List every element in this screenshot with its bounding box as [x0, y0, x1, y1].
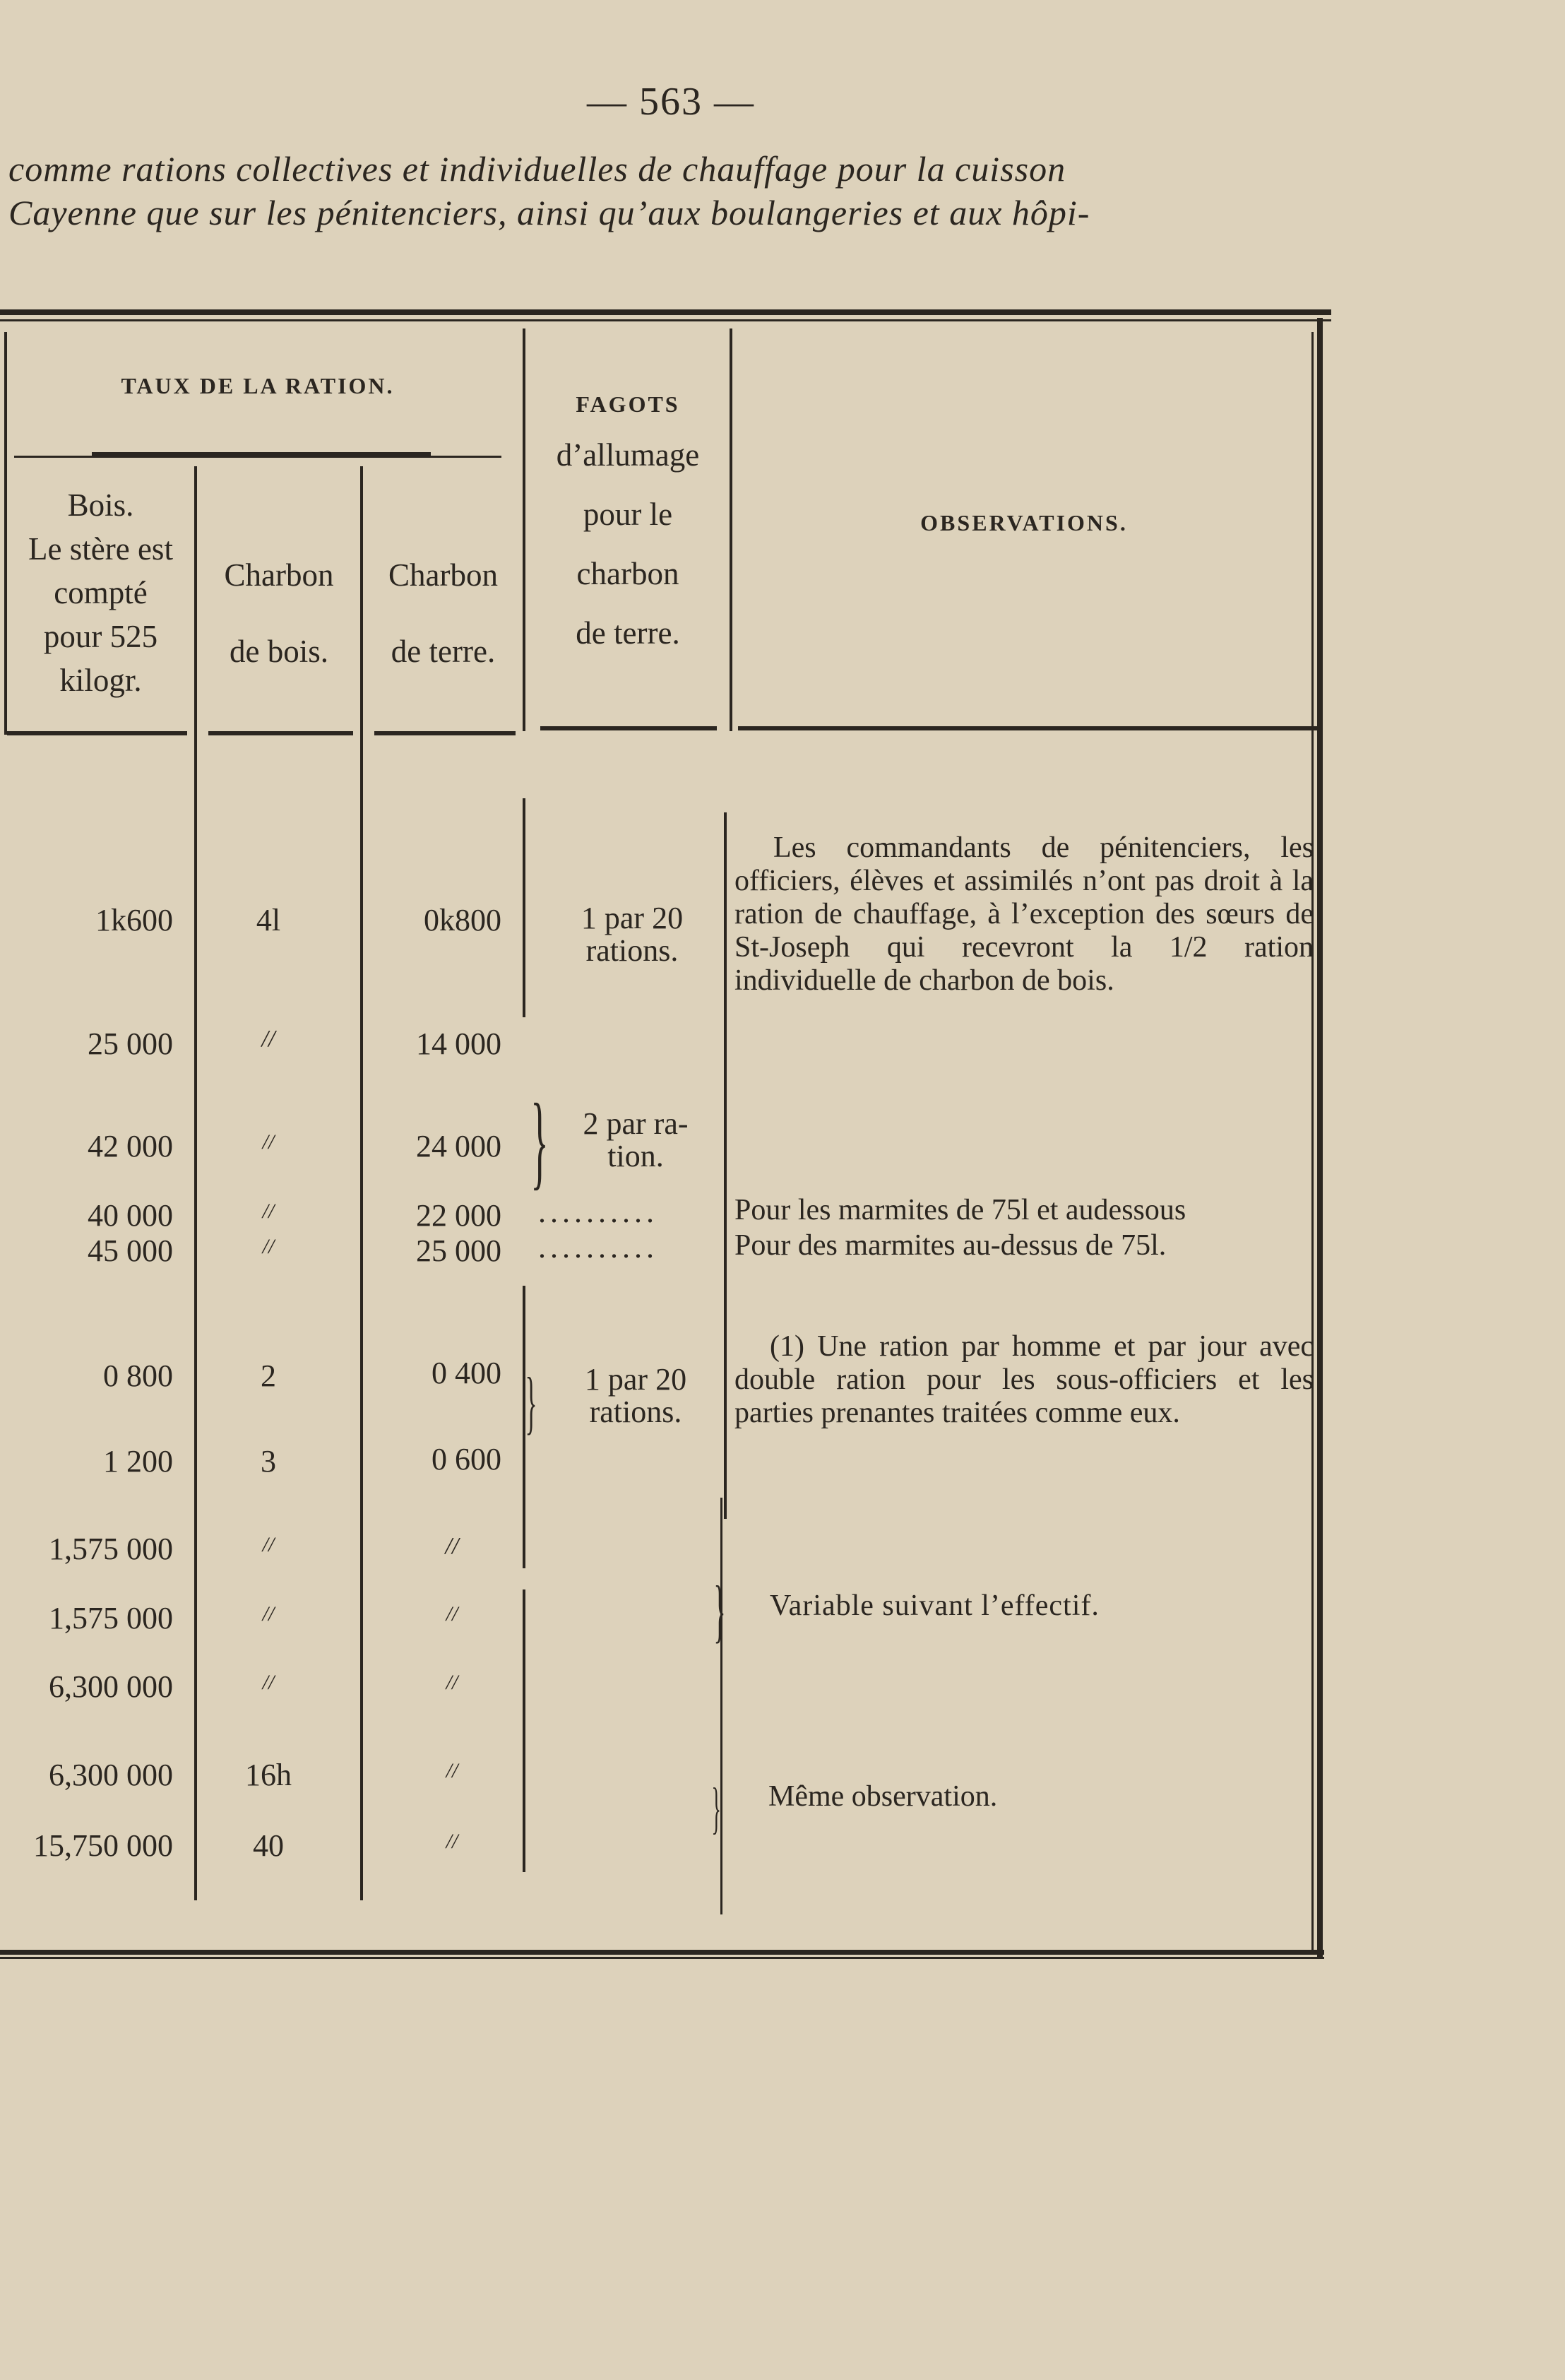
row-7-charbon-terre: 0 600 — [432, 1442, 501, 1476]
table-top-rule — [0, 309, 1331, 315]
brace-4: } — [711, 1777, 721, 1840]
observation-2: Pour les marmites de 75l et audessous — [734, 1194, 1186, 1226]
header-charbon-bois: Charbon de bois. — [224, 557, 334, 669]
row-1-charbon-terre: 0k800 — [424, 903, 501, 937]
table-bottom-rule — [0, 1950, 1324, 1955]
row-2-bois: 25 000 — [88, 1026, 173, 1061]
row-12-bois: 15,750 000 — [33, 1828, 173, 1863]
hdr-rule-5 — [738, 726, 1317, 730]
row-9-charbon-bois: // — [262, 1602, 275, 1626]
header-charbon-terre: Charbon de terre. — [388, 557, 498, 669]
row-5-charbon-terre: 25 000 — [416, 1233, 501, 1268]
row-3-charbon-bois: // — [262, 1130, 275, 1154]
row-11-charbon-terre: // — [446, 1759, 458, 1782]
col-sep-3-header — [523, 328, 525, 731]
observation-1: Les commandants de pénitenciers, les officiers, élèves et assimilés n’ont pas droit à la ration de chauffage, à l’exception des sœurs de St-Joseph qui recevront la 1/2 ration individuelle de charbon de bois. — [734, 831, 1314, 997]
row-9-charbon-terre: // — [446, 1602, 458, 1626]
row-5-charbon-bois: // — [262, 1235, 275, 1258]
row-10-bois: 6,300 000 — [49, 1669, 173, 1704]
row-6-charbon-terre: 0 400 — [432, 1356, 501, 1390]
col-sep-3a — [523, 798, 525, 1017]
fagots-dots-2: .......... — [538, 1230, 658, 1265]
hdr-rule-1 — [7, 731, 187, 735]
brace-2: } — [525, 1363, 537, 1441]
brace-1: } — [530, 1082, 549, 1200]
col-sep-1 — [194, 466, 197, 1900]
observation-5: Variable suivant l’effectif. — [770, 1589, 1100, 1622]
table-bottom-rule-thin — [0, 1957, 1324, 1959]
row-8-charbon-terre: // — [445, 1533, 459, 1559]
header-fagots: FAGOTS d’allumage pour le charbon de terre. — [556, 391, 700, 651]
row-3-charbon-terre: 24 000 — [416, 1129, 501, 1164]
col-sep-4-header — [730, 328, 732, 731]
row-11-charbon-bois: 16h — [245, 1758, 292, 1792]
row-8-bois: 1,575 000 — [49, 1532, 173, 1566]
row-10-charbon-bois: // — [262, 1671, 275, 1694]
hdr-rule-2 — [208, 731, 353, 735]
fagots-2: 2 par ra- tion. — [583, 1106, 689, 1173]
header-taux: TAUX DE LA RATION. — [121, 373, 395, 398]
row-1-bois: 1k600 — [95, 903, 173, 937]
fagots-dots-1: .......... — [538, 1195, 658, 1229]
row-12-charbon-bois: 40 — [253, 1828, 284, 1863]
row-3-bois: 42 000 — [88, 1129, 173, 1164]
header-observations: OBSERVATIONS. — [920, 510, 1128, 535]
col-sep-2 — [360, 466, 363, 1900]
row-7-charbon-bois: 3 — [261, 1444, 276, 1479]
table-top-rule-thin — [0, 319, 1331, 321]
row-2-charbon-terre: 14 000 — [416, 1026, 501, 1061]
col-sep-3c — [523, 1589, 525, 1872]
hdr-rule-4 — [540, 726, 717, 730]
row-1-charbon-bois: 4l — [256, 903, 281, 937]
row-11-bois: 6,300 000 — [49, 1758, 173, 1792]
row-8-charbon-bois: // — [262, 1533, 275, 1556]
taux-rule — [14, 456, 501, 458]
row-4-bois: 40 000 — [88, 1198, 173, 1233]
observation-6: Même observation. — [768, 1780, 998, 1813]
row-4-charbon-terre: 22 000 — [416, 1198, 501, 1233]
row-9-bois: 1,575 000 — [49, 1601, 173, 1635]
brace-3: } — [713, 1571, 726, 1650]
row-4-charbon-bois: // — [262, 1200, 275, 1223]
row-6-charbon-bois: 2 — [261, 1358, 276, 1393]
table-right-border — [1317, 318, 1323, 1957]
hdr-rule-3 — [374, 731, 516, 735]
observation-3: Pour des marmites au-dessus de 75l. — [734, 1229, 1167, 1262]
row-5-bois: 45 000 — [88, 1233, 173, 1268]
row-12-charbon-terre: // — [446, 1830, 458, 1853]
row-7-bois: 1 200 — [103, 1444, 173, 1479]
observation-4: (1) Une ration par homme et par jour avec double ration pour les sous-officiers et les parties prenantes traitées comme eux. — [734, 1330, 1314, 1429]
row-6-bois: 0 800 — [103, 1358, 173, 1393]
intro-line-2: Cayenne que sur les pénitenciers, ainsi qu’aux boulangeries et aux hôpi- — [8, 193, 1090, 232]
taux-rule-thick — [92, 452, 431, 456]
page-number: — 563 — — [587, 80, 755, 124]
row-2-charbon-bois: // — [261, 1026, 275, 1052]
row-10-charbon-terre: // — [446, 1671, 458, 1694]
intro-line-1: comme rations collectives et individuelles de chauffage pour la cuisson — [8, 149, 1066, 189]
fagots-1: 1 par 20 rations. — [581, 901, 684, 968]
header-bois: Bois. Le stère est compté pour 525 kilogr. — [28, 487, 173, 698]
fagots-3: 1 par 20 rations. — [584, 1362, 687, 1429]
table-right-border-thin — [1311, 332, 1314, 1950]
